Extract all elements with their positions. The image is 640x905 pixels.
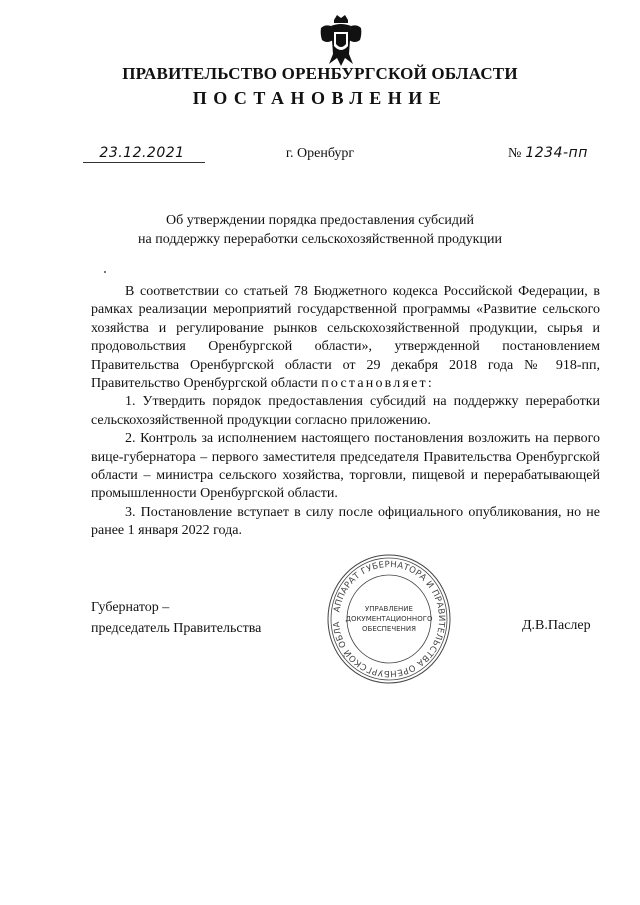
body-item-1: 1. Утвердить порядок предоставления субсидий на поддержку переработки сельскохозяйственной продукции согласно приложению.: [91, 394, 600, 428]
document-body: [91, 283, 600, 541]
coat-of-arms-icon: [319, 14, 363, 68]
body-item-3: 3. Постановление вступает в силу после официального опубликования, но не ранее 1 января 2022 года.: [91, 504, 600, 539]
intro-main: В соответствии со статьей 78 Бюджетного кодекса Российской Федерации, в рамках реализации мероприятий государственной программы «Развитие сельского хозяйства и регулирование рынков сельскохозяйственной продукции, сырья и продовольствия Оренбургской области», утвержденной постановлением Правительства Оренбургской области от 29 декабря 2018 года № 918-пп, Правительство Оренбургской области: [91, 284, 600, 392]
stamp-center-line-3: ОБЕСПЕЧЕНИЯ: [362, 625, 416, 633]
document-subject: [0, 211, 640, 249]
body-item-2: 2. Контроль за исполнением настоящего постановления возложить на первого вице-губернатора – первого заместителя председателя Правительства Оренбургской области – министра сельского хозяйства, торговли, пищевой и перерабатывающей промышленности Оренбургской области.: [91, 431, 600, 502]
document-date: 23.12.2021: [99, 145, 185, 161]
margin-dot: [104, 271, 106, 273]
stamp-center-line-1: УПРАВЛЕНИЕ: [365, 605, 413, 613]
official-stamp: [326, 553, 452, 685]
position-line-1: Губернатор –: [91, 600, 170, 615]
body-intro: [91, 283, 600, 393]
intro-verb: постановляет:: [321, 376, 434, 392]
signatory-name: Д.В.Паслер: [522, 618, 591, 633]
signatory-position: [91, 597, 261, 639]
organization-title: ПРАВИТЕЛЬСТВО ОРЕНБУРГСКОЙ ОБЛАСТИ: [122, 64, 518, 83]
stamp-ring-text: АППАРАТ ГУБЕРНАТОРА И ПРАВИТЕЛЬСТВА ОРЕНБУРГСКОЙ ОБЛА: [331, 559, 447, 679]
date-underline: [83, 162, 205, 163]
document-number: [508, 145, 588, 162]
number-value: 1234-пп: [525, 145, 588, 161]
position-line-2: председатель Правительства: [91, 621, 262, 636]
subject-line-1: Об утверждении порядка предоставления субсидий: [166, 213, 474, 228]
document-city: г. Оренбург: [285, 146, 355, 161]
subject-line-2: на поддержку переработки сельскохозяйственной продукции: [138, 232, 502, 247]
stamp-center-line-2: ДОКУМЕНТАЦИОННОГО: [345, 615, 433, 623]
number-prefix: №: [508, 146, 522, 161]
document-type-title: ПОСТАНОВЛЕНИЕ: [192, 88, 448, 108]
